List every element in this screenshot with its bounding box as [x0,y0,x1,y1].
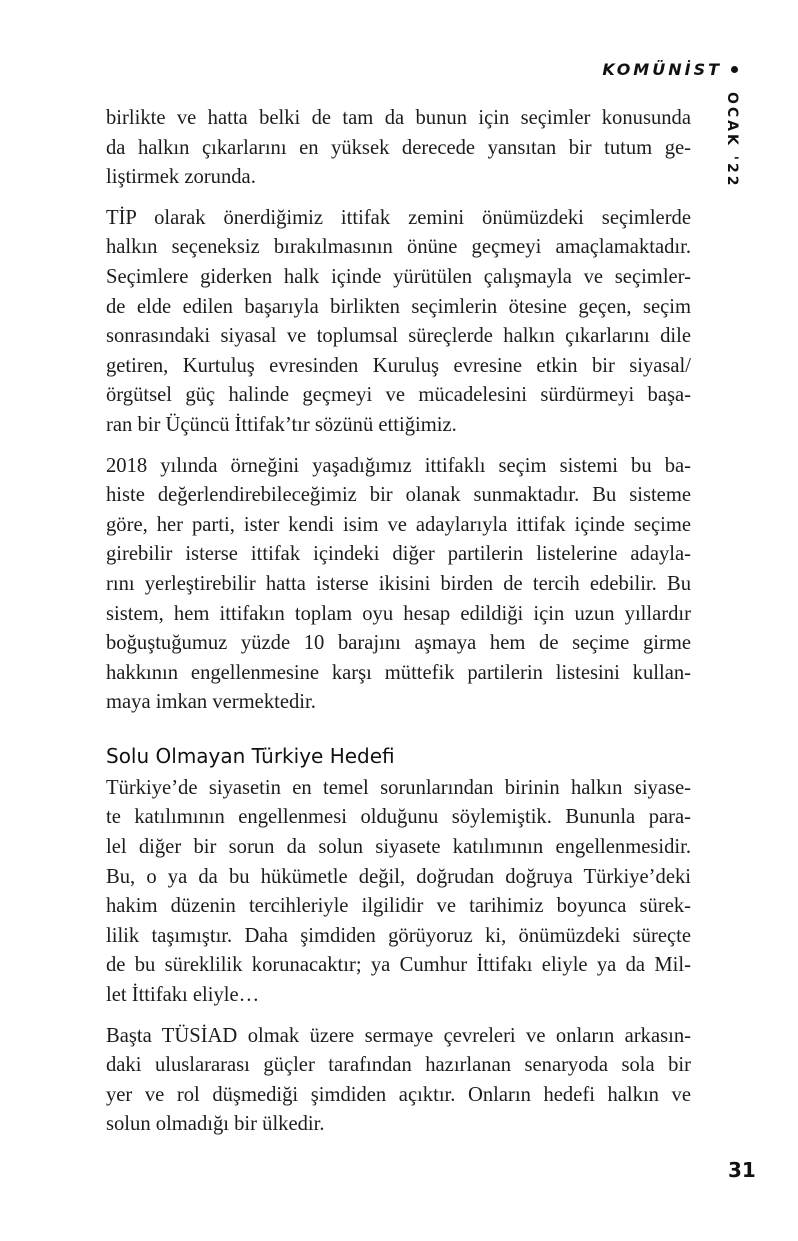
text-line: rını yerleştirebilir hatta isterse ikisini birden de tercih edebilir. Bu [106,572,691,595]
text-line: boğuştuğumuz yüzde 10 barajını aşmaya hem de seçime girme [106,632,691,655]
text-line: de elde edilen başarıyla birlikten seçimlerin ötesine geçen, seçim [106,295,691,318]
magazine-title: KOMÜNİST [602,60,722,79]
paragraph-4 [106,774,691,1011]
text-line: solun olmadığı bir ülkedir. [106,1113,325,1136]
page-number: 31 [728,1158,756,1182]
text-line: 2018 yılında örneğini yaşadığımız ittifaklı seçim sistemi bu ba- [106,454,691,477]
text-line: histe değerlendirebileceğimiz bir olanak sunmaktadır. Bu sisteme [106,484,691,507]
text-line: de bu süreklilik korunacaktır; ya Cumhur İttifakı eliyle ya da Mil- [106,954,691,977]
paragraph-2 [106,204,691,441]
text-line: girebilir isterse ittifak içindeki diğer partilerin listelerine adayla- [106,543,691,566]
text-line: Bu, o ya da bu hükümetle değil, doğrudan doğruya Türkiye’deki [106,865,691,888]
text-line: göre, her parti, ister kendi isim ve adaylarıyla ittifak içinde seçime [106,513,691,536]
text-line: yer ve rol düşmediği şimdiden açıktır. Onların hedefi halkın ve [106,1083,691,1106]
text-line: Türkiye’de siyasetin en temel sorunlarından birinin halkın siyase- [106,776,691,799]
text-line: ran bir Üçüncü İttifak’tır sözünü ettiğimiz. [106,413,457,436]
issue-date: OCAK '22 [724,92,740,189]
text-line: maya imkan vermektedir. [106,691,316,714]
text-line: birlikte ve hatta belki de tam da bunun için seçimler konusunda [106,107,691,129]
text-line: liştirmek zorunda. [106,166,256,189]
text-line: hakkının engellenmesine karşı müttefik partilerin listesini kullan- [106,661,691,684]
text-line: sistem, hem ittifakın toplam oyu hesap edildiği için uzun yıllardır [106,602,691,625]
text-line: daki uluslararası güçler tarafından hazırlanan senaryoda sola bir [106,1054,691,1077]
text-line: sonrasındaki siyasal ve toplumsal süreçlerde halkın çıkarlarını dile [106,325,691,348]
article-body [106,104,691,1151]
text-line: lilik taşımıştır. Daha şimdiden görüyoruz ki, önümüzdeki süreçte [106,924,691,947]
text-line: TİP olarak önerdiğimiz ittifak zemini önümüzdeki seçimlerde [106,206,691,229]
text-line: da halkın çıkarlarını en yüksek derecede yansıtan bir tutum ge- [106,136,691,159]
section-heading: Solu Olmayan Türkiye Hedefi [106,743,395,768]
text-line: getiren, Kurtuluş evresinden Kuruluş evresine etkin bir siyasal/ [106,354,691,377]
text-line: lel diğer bir sorun da solun siyasete katılımının engellenmesidir. [106,836,691,859]
text-line: halkın seçeneksiz bırakılmasının önüne geçmeyi amaçlamaktadır. [106,236,691,259]
paragraph-1 [106,104,691,193]
bullet-dot-icon [731,66,738,73]
text-line: hakim düzenin tercihleriyle ilgilidir ve tarihimiz boyunca sürek- [106,895,691,918]
text-line: Seçimlere giderken halk içinde yürütülen çalışmayla ve seçimler- [106,265,691,288]
paragraph-5 [106,1022,691,1140]
text-line: Başta TÜSİAD olmak üzere sermaye çevreleri ve onların arkasın- [106,1024,691,1047]
text-line: örgütsel güç halinde geçmeyi ve mücadelesini sürdürmeyi başa- [106,384,691,407]
paragraph-3 [106,452,691,718]
text-line: te katılımının engellenmesi olduğunu söylemiştik. Bununla para- [106,806,691,829]
text-line: let İttifakı eliyle… [106,984,260,1007]
